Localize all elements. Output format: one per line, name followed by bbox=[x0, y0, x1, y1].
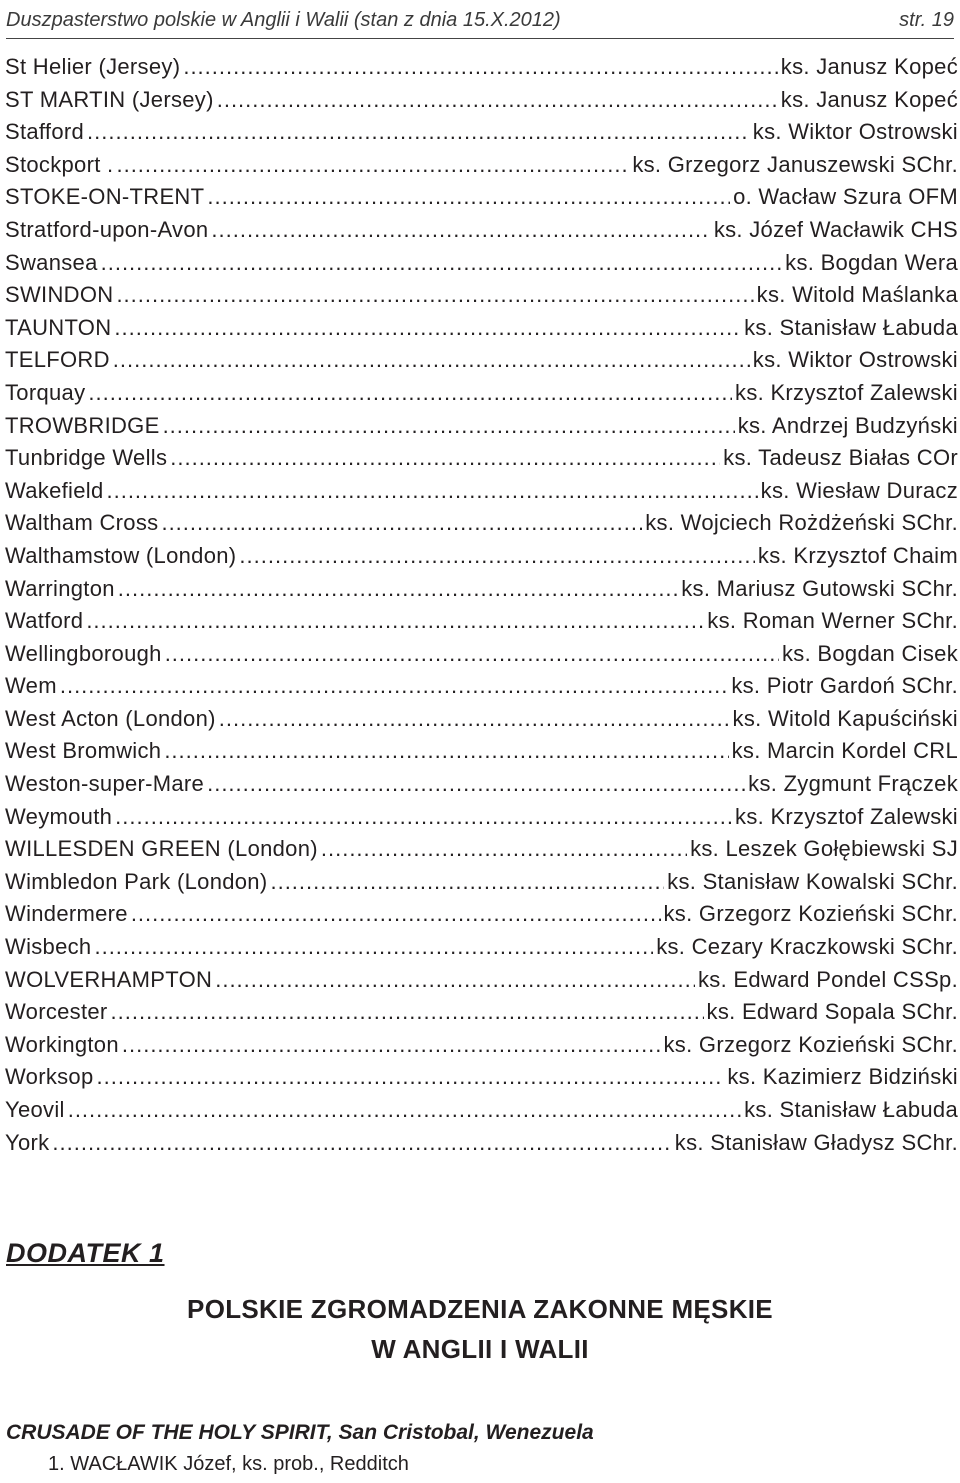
place-name: Stockport . bbox=[5, 151, 114, 177]
place-name: SWINDON bbox=[5, 282, 114, 308]
list-item bbox=[5, 445, 958, 478]
place-name: WOLVERHAMPTON bbox=[5, 966, 213, 992]
place-name: Waltham Cross bbox=[5, 510, 159, 536]
place-name: Warrington bbox=[5, 575, 115, 601]
page-header bbox=[6, 2, 954, 39]
priest-name: ks. Piotr Gardoń SChr. bbox=[731, 673, 958, 699]
priest-name: ks. Grzegorz Januszewski SChr. bbox=[632, 151, 958, 177]
list-item bbox=[5, 869, 958, 902]
place-name: TROWBRIDGE bbox=[5, 412, 160, 438]
priest-name: ks. Krzysztof Zalewski bbox=[735, 379, 958, 405]
priest-name: ks. Stanisław Łabuda bbox=[744, 314, 958, 340]
priest-name: ks. Stanisław Gładysz SChr. bbox=[674, 1129, 958, 1155]
list-item bbox=[5, 738, 958, 771]
list-item bbox=[5, 184, 958, 217]
place-name: ST MARTIN (Jersey) bbox=[5, 86, 214, 112]
place-name: Wakefield bbox=[5, 477, 104, 503]
list-item bbox=[5, 347, 958, 380]
dot-leader bbox=[270, 869, 664, 895]
dot-leader bbox=[115, 804, 732, 830]
dot-leader bbox=[116, 282, 753, 308]
priest-name: ks. Stanisław Kowalski SChr. bbox=[667, 868, 958, 894]
list-item bbox=[5, 250, 958, 283]
place-name: TELFORD bbox=[5, 347, 110, 373]
place-name: Weymouth bbox=[5, 803, 113, 829]
place-name: St Helier (Jersey) bbox=[5, 54, 181, 79]
list-item bbox=[5, 217, 958, 250]
dot-leader bbox=[118, 576, 678, 602]
parish-list bbox=[5, 54, 958, 1162]
list-item bbox=[5, 1097, 958, 1130]
place-name: York bbox=[5, 1129, 50, 1155]
dot-leader bbox=[111, 999, 704, 1025]
place-name: West Acton (London) bbox=[5, 705, 216, 731]
place-name: Worksop bbox=[5, 1064, 94, 1090]
priest-name: ks. Mariusz Gutowski SChr. bbox=[681, 575, 958, 601]
list-item bbox=[5, 54, 958, 87]
list-item bbox=[5, 510, 958, 543]
dot-leader bbox=[97, 1064, 725, 1090]
place-name: Walthamstow (London) bbox=[5, 542, 237, 568]
dot-leader bbox=[219, 706, 730, 732]
list-item bbox=[5, 1064, 958, 1097]
list-item bbox=[5, 608, 958, 641]
dot-leader bbox=[207, 771, 745, 797]
place-name: Wellingborough bbox=[5, 640, 162, 666]
priest-name: ks. Andrzej Budzyński bbox=[737, 412, 958, 438]
priest-name: ks. Edward Sopala SChr. bbox=[706, 999, 958, 1025]
dot-leader bbox=[52, 1130, 671, 1156]
list-item bbox=[5, 967, 958, 1000]
priest-name: ks. Edward Pondel CSSp. bbox=[697, 966, 958, 992]
priest-name: ks. Tadeusz Białas COr bbox=[723, 445, 958, 471]
list-item bbox=[5, 478, 958, 511]
dot-leader bbox=[215, 967, 695, 993]
appendix-title-line1: POLSKIE ZGROMADZENIA ZAKONNE MĘSKIE bbox=[187, 1294, 773, 1324]
list-item bbox=[5, 315, 958, 348]
place-name: Swansea bbox=[5, 249, 98, 275]
dot-leader bbox=[161, 510, 642, 536]
priest-name: ks. Marcin Kordel CRL bbox=[731, 738, 958, 764]
list-item bbox=[5, 119, 958, 152]
priest-name: ks. Wojciech Rożdżeński SChr. bbox=[645, 510, 958, 536]
place-name: Stratford-upon-Avon bbox=[5, 216, 209, 242]
appendix-title-line2: W ANGLII I WALII bbox=[371, 1334, 589, 1364]
priest-name: ks. Józef Wacławik CHS bbox=[713, 216, 958, 242]
priest-name: o. Wacław Szura OFM bbox=[733, 184, 958, 210]
list-item bbox=[5, 87, 958, 120]
priest-name: ks. Bogdan Cisek bbox=[782, 640, 958, 666]
list-item bbox=[5, 543, 958, 576]
dot-leader bbox=[211, 217, 710, 243]
list-item bbox=[5, 934, 958, 967]
list-item bbox=[5, 413, 958, 446]
appendix-heading: DODATEK 1 bbox=[6, 1238, 165, 1268]
dot-leader bbox=[68, 1097, 741, 1123]
member-entry: 1. WACŁAWIK Józef, ks. prob., Redditch bbox=[48, 1453, 409, 1475]
dot-leader bbox=[131, 901, 661, 927]
place-name: Wimbledon Park (London) bbox=[5, 868, 268, 894]
place-name: WILLESDEN GREEN (London) bbox=[5, 836, 318, 862]
dot-leader bbox=[86, 608, 704, 634]
list-item bbox=[5, 1032, 958, 1065]
list-item bbox=[5, 804, 958, 837]
place-name: STOKE-ON-TRENT bbox=[5, 184, 205, 210]
priest-name: ks. Cezary Kraczkowski SChr. bbox=[656, 934, 958, 960]
dot-leader bbox=[164, 738, 728, 764]
place-name: Workington bbox=[5, 1031, 119, 1057]
dot-leader bbox=[101, 250, 783, 276]
list-item bbox=[5, 901, 958, 934]
dot-leader bbox=[60, 673, 728, 699]
place-name: West Bromwich bbox=[5, 738, 162, 764]
priest-name: ks. Janusz Kopeć bbox=[780, 54, 958, 79]
priest-name: ks. Zygmunt Frączek bbox=[748, 771, 958, 797]
place-name: Windermere bbox=[5, 901, 128, 927]
dot-leader bbox=[87, 119, 750, 145]
list-item bbox=[5, 706, 958, 739]
dot-leader bbox=[163, 413, 735, 439]
place-name: Yeovil bbox=[5, 1097, 65, 1122]
list-item bbox=[5, 999, 958, 1032]
header-title: Duszpasterstwo polskie w Anglii i Walii (stan z dnia 15.X.2012) bbox=[6, 8, 561, 31]
page-number: str. 19 bbox=[899, 8, 954, 31]
priest-name: ks. Krzysztof Zalewski bbox=[735, 803, 958, 829]
dot-leader bbox=[106, 478, 757, 504]
dot-leader bbox=[207, 184, 730, 210]
priest-name: ks. Grzegorz Kozieński SChr. bbox=[663, 1031, 958, 1057]
congregation-name: CRUSADE OF THE HOLY SPIRIT, San Cristobal, Wenezuela bbox=[6, 1421, 594, 1444]
list-item bbox=[5, 641, 958, 674]
priest-name: ks. Krzysztof Chaim bbox=[757, 542, 958, 568]
priest-name: ks. Wiktor Ostrowski bbox=[752, 347, 958, 373]
place-name: Watford bbox=[5, 608, 84, 634]
place-name: TAUNTON bbox=[5, 314, 112, 340]
priest-name: ks. Leszek Gołębiewski SJ bbox=[690, 836, 958, 862]
list-item bbox=[5, 836, 958, 869]
list-item bbox=[5, 380, 958, 413]
list-item bbox=[5, 152, 958, 185]
list-item bbox=[5, 771, 958, 804]
dot-leader bbox=[170, 445, 720, 471]
dot-leader bbox=[122, 1032, 661, 1058]
dot-leader bbox=[113, 347, 750, 373]
priest-name: ks. Witold Kapuściński bbox=[732, 705, 958, 731]
list-item bbox=[5, 282, 958, 315]
dot-leader bbox=[217, 87, 778, 113]
list-item bbox=[5, 1130, 958, 1163]
place-name: Torquay bbox=[5, 379, 86, 405]
priest-name: ks. Roman Werner SChr. bbox=[707, 608, 958, 634]
priest-name: ks. Stanisław Łabuda bbox=[744, 1097, 958, 1122]
priest-name: ks. Witold Maślanka bbox=[756, 282, 958, 308]
priest-name: ks. Bogdan Wera bbox=[785, 249, 958, 275]
dot-leader bbox=[321, 836, 687, 862]
place-name: Weston-super-Mare bbox=[5, 771, 205, 797]
dot-leader bbox=[183, 54, 777, 80]
dot-leader bbox=[94, 934, 653, 960]
priest-name: ks. Wiesław Duracz bbox=[760, 477, 958, 503]
place-name: Wisbech bbox=[5, 934, 92, 960]
place-name: Tunbridge Wells bbox=[5, 445, 168, 471]
dot-leader bbox=[239, 543, 755, 569]
place-name: Wem bbox=[5, 673, 57, 699]
priest-name: ks. Janusz Kopeć bbox=[780, 86, 958, 112]
priest-name: ks. Grzegorz Kozieński SChr. bbox=[663, 901, 958, 927]
priest-name: ks. Wiktor Ostrowski bbox=[752, 119, 958, 145]
dot-leader bbox=[114, 315, 741, 341]
priest-name: ks. Kazimierz Bidziński bbox=[727, 1064, 958, 1090]
place-name: Worcester bbox=[5, 999, 108, 1025]
list-item bbox=[5, 576, 958, 609]
dot-leader bbox=[88, 380, 732, 406]
place-name: Stafford bbox=[5, 119, 85, 145]
list-item bbox=[5, 673, 958, 706]
dot-leader bbox=[116, 152, 629, 178]
dot-leader bbox=[165, 641, 779, 667]
